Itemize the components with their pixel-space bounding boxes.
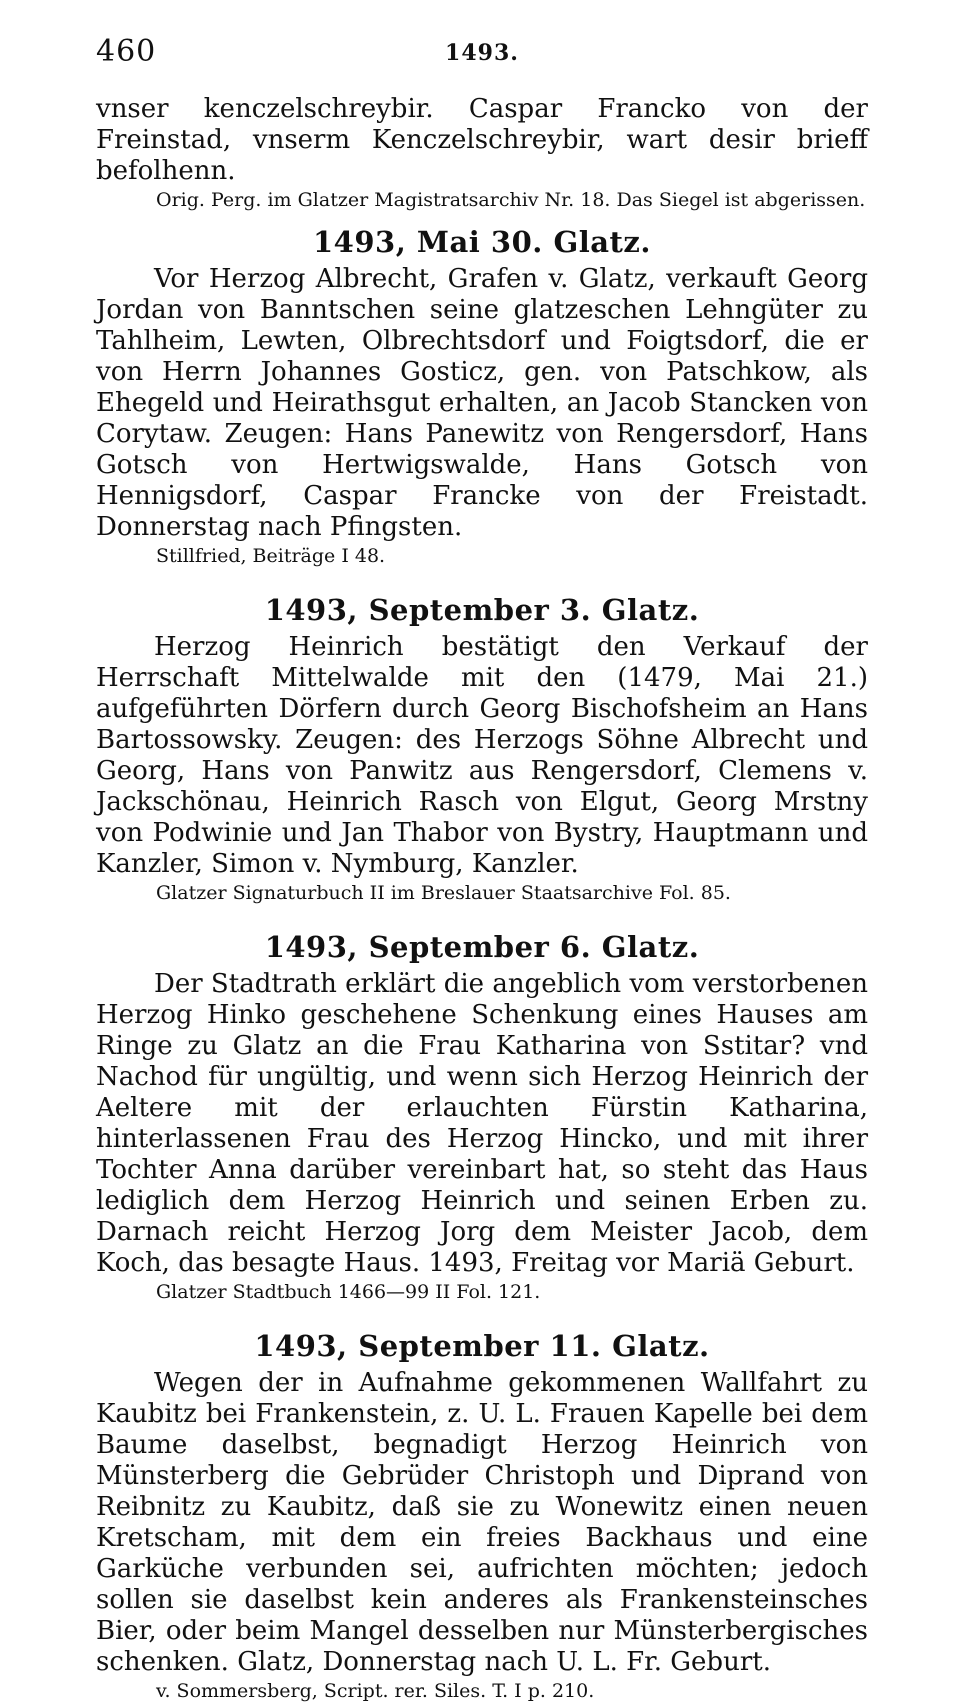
source-citation: Glatzer Stadtbuch 1466—99 II Fol. 121.	[156, 1281, 541, 1303]
document-entry	[96, 1328, 868, 1703]
source-citation: v. Sommersberg, Script. rer. Siles. T. I p. 210.	[156, 1680, 595, 1702]
entry-heading: 1493, September 6. Glatz.	[264, 930, 700, 964]
source-citation: Stillfried, Beiträge I 48.	[156, 545, 386, 567]
page-number: 460	[96, 34, 157, 69]
page-header	[96, 34, 868, 74]
entry-text: Vor Herzog Albrecht, Grafen v. Glatz, verkauft Georg Jordan von Banntschen seine glatzeschen Lehngüter zu Tahlheim, Lewten, Olbrechtsdorf und Foigtsdorf, die er von Herrn Johannes Gosticz, gen. von Patschkow, als Ehegeld und Heirathsgut erhalten, an Jacob Stancken von Corytaw. Zeugen: Hans Panewitz von Rengersdorf, Hans Gotsch von Hertwigswalde, Hans Gotsch von Hennigsdorf, Caspar Francke von der Freistadt. Donnerstag nach Pfingsten.	[96, 264, 868, 542]
entry-heading: 1493, September 3. Glatz.	[264, 593, 700, 627]
page-body	[96, 94, 868, 1703]
entry-heading: 1493, Mai 30. Glatz.	[313, 225, 651, 259]
entry-heading: 1493, September 11. Glatz.	[254, 1329, 710, 1363]
entry-text: Herzog Heinrich bestätigt den Verkauf der Herrschaft Mittelwalde mit den (1479, Mai 21.) aufgeführten Dörfern durch Georg Bischofsheim an Hans Bartossowsky. Zeugen: des Herzogs Söhne Albrecht und Georg, Hans von Panwitz aus Rengersdorf, Clemens v. Jackschönau, Heinrich Rasch von Elgut, Georg Mrstny von Podwinie und Jan Thabor von Bystry, Hauptmann und Kanzler, Simon v. Nymburg, Kanzler.	[96, 632, 868, 879]
entry-text: Wegen der in Aufnahme gekommenen Wallfahrt zu Kaubitz bei Frankenstein, z. U. L. Frauen Kapelle bei dem Baume daselbst, begnadigt Herzog Heinrich von Münsterberg die Gebrüder Christoph und Diprand von Reibnitz zu Kaubitz, daß sie zu Wonewitz einen neuen Kretscham, mit dem ein freies Backhaus und eine Garküche verbunden sei, aufrichten möchten; jedoch sollen sie daselbst kein anderes als Frankensteinsches Bier, oder beim Mangel desselben nur Münsterbergisches schenken. Glatz, Donnerstag nach U. L. Fr. Geburt.	[96, 1368, 868, 1677]
continued-paragraph: vnser kenczelschreybir. Caspar Francko von der Freinstad, vnserm Kenczelschreybir, wart desir brieff befolhenn.	[96, 94, 868, 186]
source-citation: Glatzer Signaturbuch II im Breslauer Staatsarchive Fol. 85.	[156, 882, 731, 904]
running-title: 1493.	[445, 40, 519, 66]
document-entry	[96, 929, 868, 1304]
document-entry	[96, 224, 868, 568]
entry-text: Der Stadtrath erklärt die angeblich vom verstorbenen Herzog Hinko geschehene Schenkung eines Hauses am Ringe zu Glatz an die Frau Katharina von Sstitar? vnd Nachod für ungültig, und wenn sich Herzog Heinrich der Aeltere mit der erlauchten Fürstin Katharina, hinterlassenen Frau des Herzog Hincko, und mit ihrer Tochter Anna darüber vereinbart hat, so steht das Haus lediglich dem Herzog Heinrich und seinen Erben zu. Darnach reicht Herzog Jorg dem Meister Jacob, dem Koch, das besagte Haus. 1493, Freitag vor Mariä Geburt.	[96, 969, 868, 1278]
source-citation: Orig. Perg. im Glatzer Magistratsarchiv Nr. 18. Das Siegel ist abgerissen.	[156, 189, 866, 211]
document-entry	[96, 592, 868, 905]
